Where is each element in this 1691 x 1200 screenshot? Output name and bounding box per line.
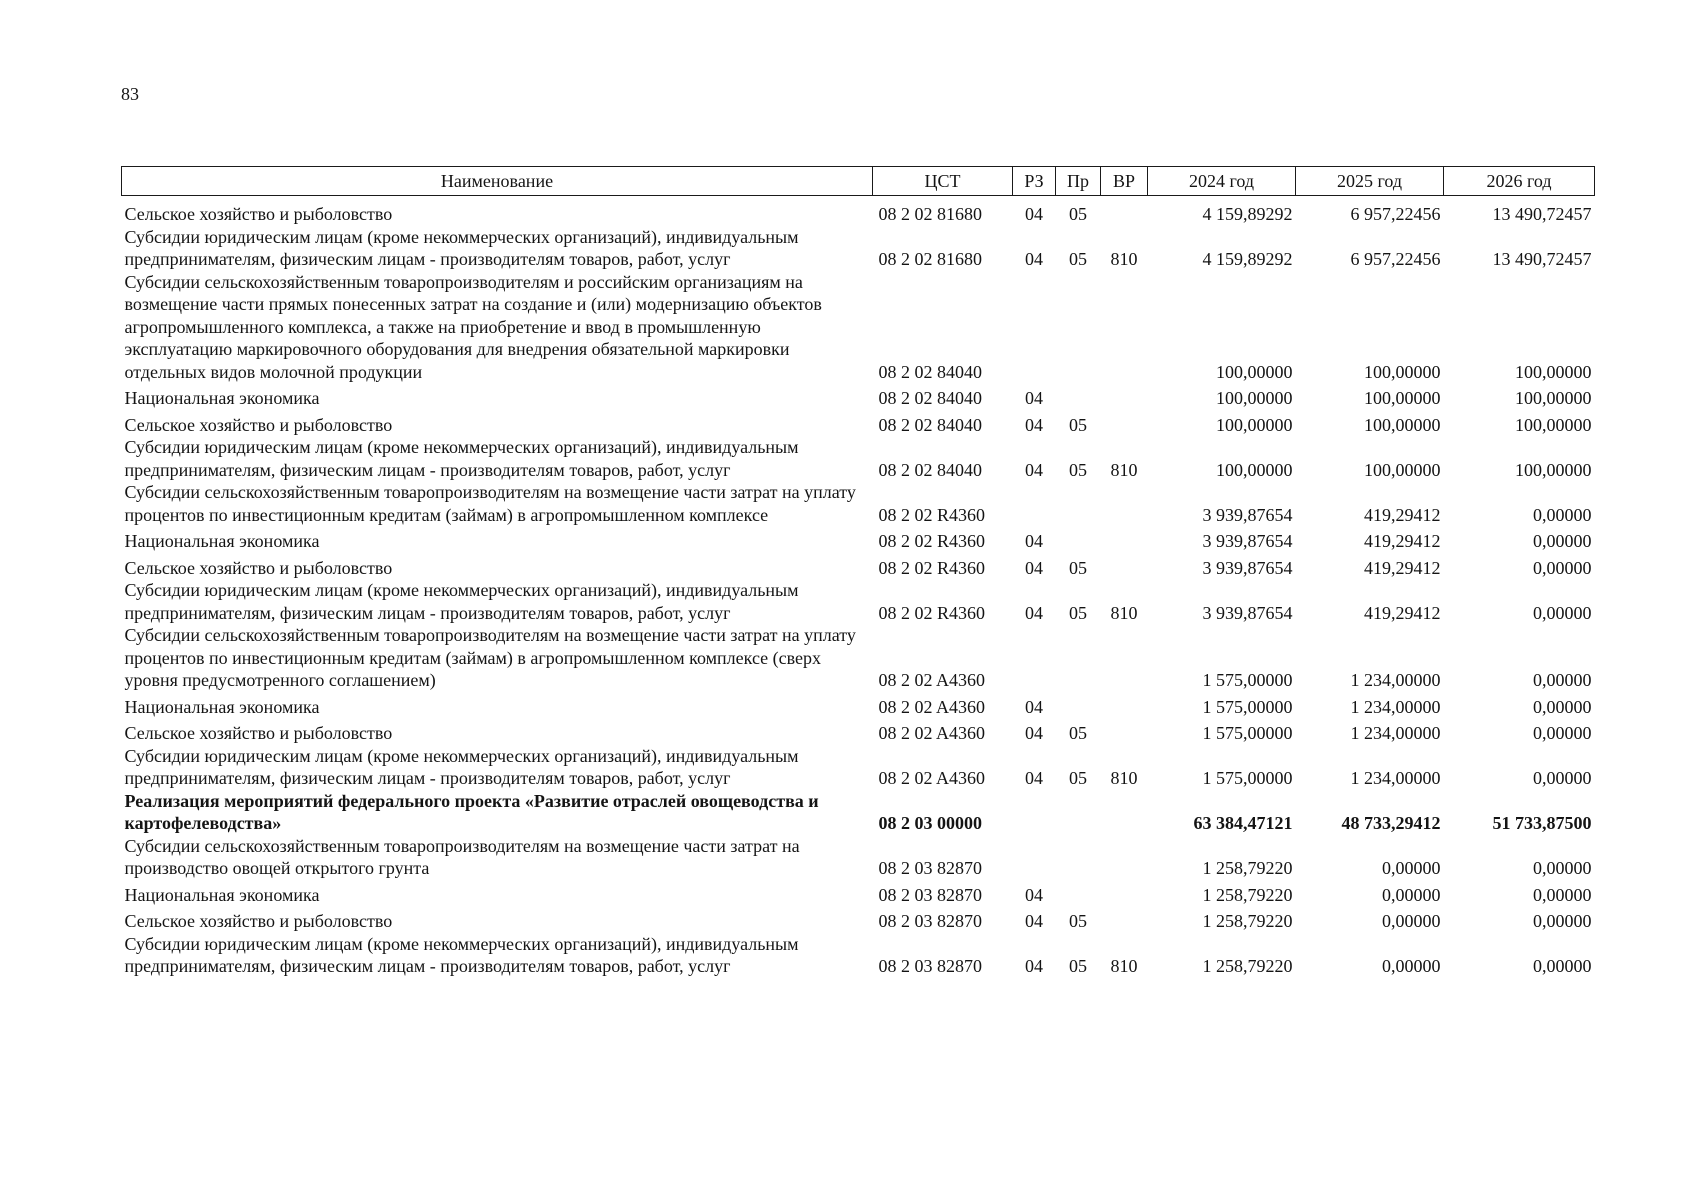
row-rz: 04 xyxy=(1025,459,1043,480)
row-name: Сельское хозяйство и рыболовство xyxy=(124,414,393,435)
row-value-2026: 100,00000 xyxy=(1515,459,1592,480)
row-value-2025: 419,29412 xyxy=(1364,531,1441,551)
row-name: Национальная экономика xyxy=(124,388,320,408)
table-row xyxy=(122,880,1595,907)
row-value-2026: 100,00000 xyxy=(1515,414,1592,435)
row-name: Национальная экономика xyxy=(124,531,320,551)
row-value-2024: 1 575,00000 xyxy=(1202,768,1293,788)
row-cst: 08 2 02 R4360 xyxy=(878,602,986,623)
row-cst: 08 2 02 81680 xyxy=(878,204,982,224)
row-value-2026: 0,00000 xyxy=(1533,956,1592,976)
row-vr: 810 xyxy=(1110,768,1138,788)
row-rz: 04 xyxy=(1025,602,1043,623)
row-value-2026: 0,00000 xyxy=(1533,670,1592,690)
row-value-2026: 51 733,87500 xyxy=(1492,813,1592,833)
row-rz: 04 xyxy=(1025,911,1043,931)
row-value-2024: 63 384,47121 xyxy=(1193,813,1293,833)
page-number: 83 xyxy=(121,84,139,104)
row-value-2025: 1 234,00000 xyxy=(1350,670,1441,690)
row-pr: 05 xyxy=(1069,459,1087,480)
row-pr: 05 xyxy=(1069,204,1087,224)
table-row xyxy=(122,579,1595,624)
row-value-2025: 6 957,22456 xyxy=(1350,204,1441,224)
row-cst: 08 2 03 00000 xyxy=(878,813,982,833)
header-year-2026: 2026 год xyxy=(1444,167,1595,196)
row-vr xyxy=(1101,880,1148,907)
row-value-2026: 0,00000 xyxy=(1533,723,1592,743)
row-value-2024: 3 939,87654 xyxy=(1202,602,1293,623)
row-pr xyxy=(1056,526,1101,553)
row-pr xyxy=(1056,481,1101,526)
row-name: Субсидии сельскохозяйственным товаропроизводителям на возмещение части затрат на уплату процентов по инвестиционным кредитам (займам) в агропромышленном комплексе xyxy=(124,482,856,525)
row-cst: 08 2 02 R4360 xyxy=(878,557,986,578)
row-value-2025: 100,00000 xyxy=(1364,459,1441,480)
row-rz xyxy=(1013,481,1056,526)
row-name: Субсидии сельскохозяйственным товаропроизводителям на возмещение части затрат на производство овощей открытого грунта xyxy=(124,835,800,878)
row-pr: 05 xyxy=(1069,414,1087,435)
header-cst: ЦСТ xyxy=(873,167,1013,196)
row-value-2024: 1 575,00000 xyxy=(1202,696,1293,717)
row-cst: 08 2 02 81680 xyxy=(878,249,982,269)
row-value-2026: 0,00000 xyxy=(1533,858,1592,878)
row-vr: 810 xyxy=(1110,459,1138,480)
row-rz xyxy=(1013,835,1056,880)
row-value-2024: 100,00000 xyxy=(1216,361,1293,382)
row-vr: 810 xyxy=(1110,249,1138,269)
row-cst: 08 2 03 82870 xyxy=(878,884,982,905)
row-vr xyxy=(1101,624,1148,692)
row-vr xyxy=(1101,692,1148,719)
table-row xyxy=(122,226,1595,271)
header-name: Наименование xyxy=(122,167,873,196)
row-name: Сельское хозяйство и рыболовство xyxy=(124,911,393,931)
row-cst: 08 2 02 84040 xyxy=(878,459,982,480)
row-value-2025: 1 234,00000 xyxy=(1350,723,1441,743)
row-value-2026: 0,00000 xyxy=(1533,531,1592,551)
row-vr xyxy=(1101,835,1148,880)
row-value-2025: 100,00000 xyxy=(1364,361,1441,382)
row-cst: 08 2 02 84040 xyxy=(878,361,982,382)
row-name: Субсидии юридическим лицам (кроме некоммерческих организаций), индивидуальным предпринимателям, физическим лицам - производителям товаров, работ, услуг xyxy=(124,933,799,976)
row-rz: 04 xyxy=(1025,204,1043,224)
row-rz xyxy=(1013,271,1056,384)
row-value-2024: 4 159,89292 xyxy=(1202,249,1293,269)
row-vr xyxy=(1101,553,1148,580)
row-pr: 05 xyxy=(1069,249,1087,269)
row-value-2024: 1 575,00000 xyxy=(1202,670,1293,690)
header-rz: РЗ xyxy=(1013,167,1056,196)
row-value-2026: 100,00000 xyxy=(1515,388,1592,408)
header-row xyxy=(122,167,1595,196)
row-pr: 05 xyxy=(1069,911,1087,931)
table-header xyxy=(122,167,1595,196)
row-name: Субсидии юридическим лицам (кроме некоммерческих организаций), индивидуальным предпринимателям, физическим лицам - производителям товаров, работ, услуг xyxy=(124,437,799,480)
row-name: Реализация мероприятий федерального проекта «Развитие отраслей овощеводства и картофелеводства» xyxy=(124,790,819,833)
row-vr xyxy=(1101,790,1148,835)
row-cst: 08 2 02 A4360 xyxy=(878,670,986,690)
row-vr xyxy=(1101,383,1148,410)
row-value-2025: 419,29412 xyxy=(1364,557,1441,578)
row-name: Субсидии юридическим лицам (кроме некоммерческих организаций), индивидуальным предпринимателям, физическим лицам - производителям товаров, работ, услуг xyxy=(124,226,799,269)
row-value-2024: 1 258,79220 xyxy=(1202,956,1293,976)
row-pr: 05 xyxy=(1069,768,1087,788)
table-row xyxy=(122,718,1595,745)
row-name: Сельское хозяйство и рыболовство xyxy=(124,723,393,743)
row-pr xyxy=(1056,383,1101,410)
row-value-2025: 419,29412 xyxy=(1364,602,1441,623)
row-value-2024: 4 159,89292 xyxy=(1202,204,1293,224)
row-value-2026: 0,00000 xyxy=(1533,768,1592,788)
table-row xyxy=(122,436,1595,481)
header-year-2025: 2025 год xyxy=(1296,167,1444,196)
table-row xyxy=(122,692,1595,719)
row-value-2024: 3 939,87654 xyxy=(1202,531,1293,551)
row-cst: 08 2 02 84040 xyxy=(878,414,982,435)
table-row xyxy=(122,553,1595,580)
row-vr xyxy=(1101,526,1148,553)
row-cst: 08 2 02 A4360 xyxy=(878,768,986,788)
table-row xyxy=(122,790,1595,835)
row-name: Субсидии сельскохозяйственным товаропроизводителям на возмещение части затрат на уплату процентов по инвестиционным кредитам (займам) в агропромышленном комплексе (сверх уровня предусмотренного соглашением) xyxy=(124,625,856,690)
row-rz xyxy=(1013,624,1056,692)
table-row xyxy=(122,745,1595,790)
row-rz: 04 xyxy=(1025,388,1043,408)
row-value-2026: 0,00000 xyxy=(1533,884,1592,905)
row-pr xyxy=(1056,271,1101,384)
row-value-2024: 1 258,79220 xyxy=(1202,858,1293,878)
row-vr xyxy=(1101,481,1148,526)
row-vr xyxy=(1101,906,1148,933)
row-cst: 08 2 02 A4360 xyxy=(878,723,986,743)
row-vr xyxy=(1101,271,1148,384)
row-value-2026: 0,00000 xyxy=(1533,557,1592,578)
header-year-2024: 2024 год xyxy=(1148,167,1296,196)
table-row xyxy=(122,526,1595,553)
table-row xyxy=(122,196,1595,226)
row-value-2026: 100,00000 xyxy=(1515,361,1592,382)
row-cst: 08 2 03 82870 xyxy=(878,956,982,976)
row-value-2025: 6 957,22456 xyxy=(1350,249,1441,269)
row-cst: 08 2 02 R4360 xyxy=(878,504,986,525)
row-rz: 04 xyxy=(1025,696,1043,717)
row-value-2026: 0,00000 xyxy=(1533,911,1592,931)
row-value-2025: 100,00000 xyxy=(1364,414,1441,435)
table-row xyxy=(122,383,1595,410)
row-rz: 04 xyxy=(1025,249,1043,269)
row-value-2024: 1 258,79220 xyxy=(1202,911,1293,931)
row-value-2026: 0,00000 xyxy=(1533,602,1592,623)
row-cst: 08 2 03 82870 xyxy=(878,858,982,878)
row-value-2025: 0,00000 xyxy=(1382,884,1441,905)
table-row xyxy=(122,933,1595,978)
row-pr xyxy=(1056,880,1101,907)
row-rz xyxy=(1013,790,1056,835)
row-value-2026: 13 490,72457 xyxy=(1492,204,1592,224)
row-name: Сельское хозяйство и рыболовство xyxy=(124,204,393,224)
table-row xyxy=(122,906,1595,933)
row-value-2024: 1 258,79220 xyxy=(1202,884,1293,905)
row-value-2024: 1 575,00000 xyxy=(1202,723,1293,743)
row-pr xyxy=(1056,835,1101,880)
header-pr: Пр xyxy=(1056,167,1101,196)
table-row xyxy=(122,624,1595,692)
row-value-2025: 0,00000 xyxy=(1382,956,1441,976)
row-name: Национальная экономика xyxy=(124,884,320,905)
table-row xyxy=(122,271,1595,384)
row-name: Национальная экономика xyxy=(124,696,320,717)
row-pr: 05 xyxy=(1069,956,1087,976)
row-cst: 08 2 03 82870 xyxy=(878,911,982,931)
row-value-2024: 3 939,87654 xyxy=(1202,504,1293,525)
row-value-2025: 48 733,29412 xyxy=(1341,813,1441,833)
row-vr xyxy=(1101,196,1148,226)
row-rz: 04 xyxy=(1025,768,1043,788)
row-value-2026: 13 490,72457 xyxy=(1492,249,1592,269)
row-pr: 05 xyxy=(1069,557,1087,578)
table-row xyxy=(122,410,1595,437)
row-rz: 04 xyxy=(1025,531,1043,551)
row-value-2026: 0,00000 xyxy=(1533,696,1592,717)
row-value-2025: 0,00000 xyxy=(1382,858,1441,878)
row-cst: 08 2 02 R4360 xyxy=(878,531,986,551)
row-value-2025: 0,00000 xyxy=(1382,911,1441,931)
row-pr: 05 xyxy=(1069,602,1087,623)
row-rz: 04 xyxy=(1025,723,1043,743)
row-rz: 04 xyxy=(1025,557,1043,578)
row-vr xyxy=(1101,718,1148,745)
header-vr: ВР xyxy=(1101,167,1148,196)
row-pr xyxy=(1056,624,1101,692)
row-vr xyxy=(1101,410,1148,437)
row-value-2024: 3 939,87654 xyxy=(1202,557,1293,578)
table-row xyxy=(122,481,1595,526)
row-pr: 05 xyxy=(1069,723,1087,743)
row-name: Субсидии юридическим лицам (кроме некоммерческих организаций), индивидуальным предпринимателям, физическим лицам - производителям товаров, работ, услуг xyxy=(124,745,799,788)
row-value-2024: 100,00000 xyxy=(1216,459,1293,480)
row-value-2024: 100,00000 xyxy=(1216,388,1293,408)
table-body xyxy=(122,196,1595,978)
row-rz: 04 xyxy=(1025,956,1043,976)
row-vr: 810 xyxy=(1110,956,1138,976)
row-value-2025: 419,29412 xyxy=(1364,504,1441,525)
row-vr: 810 xyxy=(1110,602,1138,623)
row-value-2024: 100,00000 xyxy=(1216,414,1293,435)
budget-table xyxy=(121,166,1595,978)
row-rz: 04 xyxy=(1025,884,1043,905)
row-pr xyxy=(1056,692,1101,719)
row-name: Сельское хозяйство и рыболовство xyxy=(124,557,393,578)
row-name: Субсидии сельскохозяйственным товаропроизводителям и российским организациям на возмещение части прямых понесенных затрат на создание и (или) модернизацию объектов агропромышленного комплекса, а также на приобретение и ввод в промышленную эксплуатацию маркировочного оборудования для внедрения обязательной маркировки отдельных видов молочной продукции xyxy=(124,271,822,382)
row-name: Субсидии юридическим лицам (кроме некоммерческих организаций), индивидуальным предпринимателям, физическим лицам - производителям товаров, работ, услуг xyxy=(124,580,799,623)
row-cst: 08 2 02 A4360 xyxy=(878,696,986,717)
row-value-2025: 1 234,00000 xyxy=(1350,768,1441,788)
row-pr xyxy=(1056,790,1101,835)
row-rz: 04 xyxy=(1025,414,1043,435)
row-value-2025: 100,00000 xyxy=(1364,388,1441,408)
row-value-2025: 1 234,00000 xyxy=(1350,696,1441,717)
table-row xyxy=(122,835,1595,880)
row-cst: 08 2 02 84040 xyxy=(878,388,982,408)
row-value-2026: 0,00000 xyxy=(1533,504,1592,525)
